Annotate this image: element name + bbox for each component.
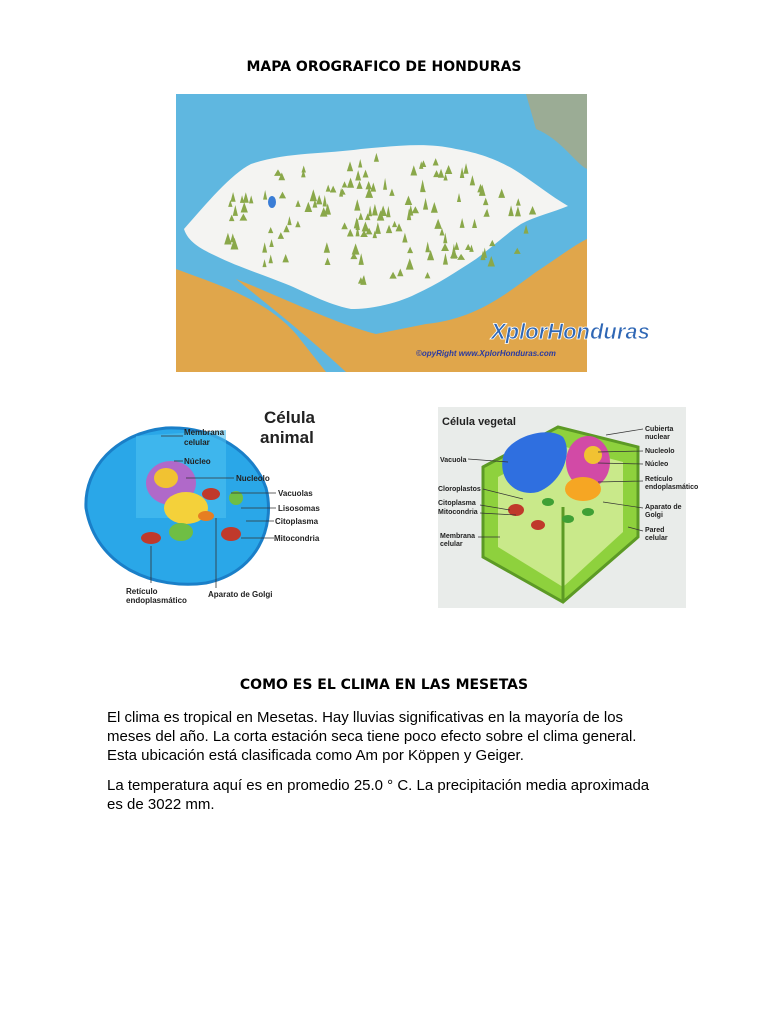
label-membrana-plant-1: Membrana <box>440 533 476 540</box>
label-lisosomas: Lisosomas <box>278 504 320 513</box>
label-reticulo-plant-2: endoplasmático <box>645 484 699 491</box>
label-nucleolo: Nucleolo <box>236 474 270 483</box>
label-citoplasma-plant: Citoplasma <box>438 500 476 507</box>
label-cloroplastos: Cloroplastos <box>438 486 481 493</box>
label-citoplasma: Citoplasma <box>275 517 319 526</box>
label-reticulo-2: endoplasmático <box>126 596 187 605</box>
animal-cell-diagram <box>76 398 338 608</box>
animal-cell-title-2: animal <box>260 428 314 447</box>
label-membrana-2: celular <box>184 438 210 447</box>
animal-cell-illustration <box>76 398 338 608</box>
label-golgi-plant-2: Golgi <box>645 512 663 519</box>
map-logo: XplorHonduras <box>491 319 650 344</box>
paragraph-temperature: La temperatura aquí es en promedio 25.0 ° C. La precipitación media aproximada es de 3022 mm. <box>107 777 650 813</box>
label-reticulo-plant-1: Retículo <box>645 476 673 483</box>
label-reticulo-1: Retículo <box>126 587 158 596</box>
label-membrana-1: Membrana <box>184 428 225 437</box>
section-heading: COMO ES EL CLIMA EN LAS MESETAS <box>239 677 529 693</box>
map-illustration <box>176 94 650 372</box>
animal-cell-title-1: Célula <box>264 408 316 427</box>
page-title: MAPA OROGRAFICO DE HONDURAS <box>246 59 522 75</box>
map-copyright: ©opyRight www.XplorHonduras.com <box>416 349 556 358</box>
label-mitocondria: Mitocondria <box>274 534 320 543</box>
label-vacuolas: Vacuolas <box>278 489 313 498</box>
honduras-orographic-map <box>176 94 650 372</box>
label-nucleo: Núcleo <box>184 457 211 466</box>
plant-cell-title: Célula vegetal <box>442 416 516 428</box>
label-cubierta-1: Cubierta <box>645 426 674 433</box>
label-mitocondria-plant: Mitocondria <box>438 509 478 516</box>
paragraph-climate: El clima es tropical en Mesetas. Hay lluvias significativas en la mayoría de los meses del año. La corta estación seca tiene poco efecto sobre el clima general. Esta ubicación está clasificada como Am por Köppen y Geiger. <box>107 709 637 764</box>
label-golgi-plant-1: Aparato de <box>645 504 682 511</box>
plant-cell-diagram <box>438 407 699 608</box>
label-golgi: Aparato de Golgi <box>208 590 273 599</box>
label-pared-2: celular <box>645 535 668 542</box>
label-membrana-plant-2: celular <box>440 541 463 548</box>
label-vacuola: Vacuola <box>440 457 467 464</box>
label-nucleolo-plant: Nucleolo <box>645 448 675 455</box>
label-pared-1: Pared <box>645 527 665 534</box>
plant-cell-illustration <box>438 407 699 608</box>
label-nucleo-plant: Núcleo <box>645 461 669 468</box>
label-cubierta-2: nuclear <box>645 434 670 441</box>
